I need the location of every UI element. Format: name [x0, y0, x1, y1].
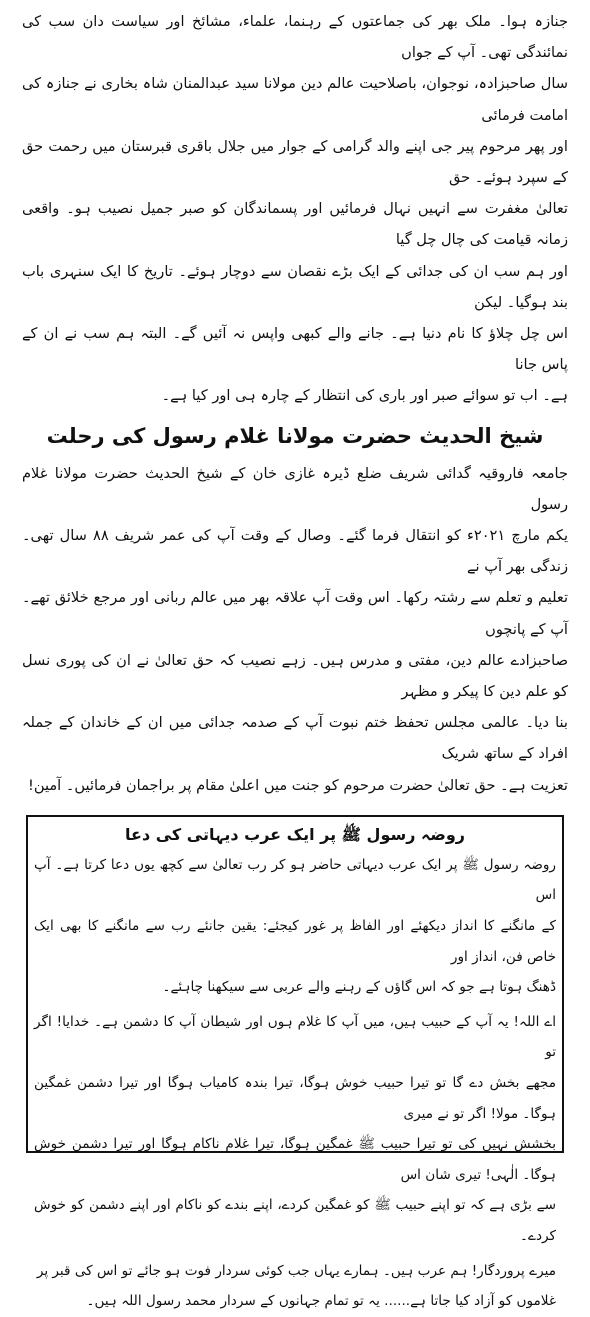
box-paragraph: [34, 1007, 556, 1252]
text-line: جامعہ فاروقیہ گدائی شریف ضلع ڈیرہ غازی خان کے شیخ الحدیث حضرت مولانا غلام رسول: [22, 464, 568, 513]
text-line: اور پھر مرحوم پیر جی اپنے والد گرامی کے جوار میں جلال باقری قبرستان میں رحمت حق کے سپرد ہوئے۔ حق: [22, 137, 568, 187]
text-line: کے مانگنے کا انداز دیکھئے اور الفاظ پر غور کیجئے: یقین جانئے رب سے مانگنے کا بھی ایک خاص فن، انداز اور: [34, 918, 556, 965]
section-heading: شیخ الحدیث حضرت مولانا غلام رسول کی رحلت: [46, 423, 544, 448]
article-paragraph: [22, 6, 568, 412]
text-line: یکم مارچ ۲۰۲۱ء کو انتقال فرما گئے۔ وصال کے وقت آپ کی عمر شریف ۸۸ سال تھی۔ زندگی بھر آپ نے: [22, 527, 569, 576]
text-line: سے بڑی ہے کہ تو اپنے حبیب ﷺ کو غمگین کردے، اپنے بندے کو ناکام اور اپنے دشمن کو خوش کردے۔: [34, 1197, 556, 1244]
text-line: غلاموں کو آزاد کیا جاتا ہے...... یہ تو تمام جہانوں کے سردار محمد رسول اللہ ہیں۔: [86, 1293, 556, 1310]
text-line: صاحبزادے عالم دین، مفتی و مدرس ہیں۔ زہے نصیب کہ حق تعالیٰ نے ان کی پوری نسل کو علم دین کا پیکر و مظہر: [22, 651, 568, 701]
text-line: سال صاحبزادہ، نوجوان، باصلاحیت عالم دین مولانا سید عبدالمنان شاہ بخاری نے جنازہ کی امامت فرمائی: [22, 75, 568, 124]
box-paragraph: [34, 850, 556, 1003]
text-line: تعلیم و تعلم سے رشتہ رکھا۔ اس وقت آپ علاقہ بھر میں عالم ربانی اور مرجع خلائق تھے۔ آپ کے پانچوں: [22, 589, 568, 638]
text-line: بخشش نہیں کی تو تیرا حبیب ﷺ غمگین ہوگا، تیرا غلام ناکام ہوگا اور تیرا دشمن خوش ہوگا۔ الٰہی! تیری شان اس: [34, 1136, 556, 1183]
box-paragraph: [34, 1256, 556, 1317]
text-line: اے اللہ! یہ آپ کے حبیب ہیں، میں آپ کا غلام ہوں اور شیطان آپ کا دشمن ہے۔ خدایا! اگر تو: [34, 1013, 556, 1061]
section-paragraph: [22, 458, 568, 801]
text-line: بنا دیا۔ عالمی مجلس تحفظ ختم نبوت آپ کے صدمہ جدائی میں ان کے خاندان کے جملہ افراد کے ساتھ شریک: [22, 714, 568, 763]
text-line: ہے۔ اب تو سوائے صبر اور باری کی انتظار کے چارہ ہی اور کیا ہے۔: [161, 387, 568, 405]
text-line: میرے پروردگار! ہم عرب ہیں۔ ہمارے یہاں جب کوئی سردار فوت ہو جائے تو اس کی قبر پر: [36, 1262, 556, 1279]
text-line: تعالیٰ مغفرت سے انہیں نہال فرمائیں اور پسماندگان کو صبر جمیل نصیب ہو۔ واقعی زمانہ قیامت کی چال چل گیا: [22, 200, 568, 249]
text-line: اس چل چلاؤ کا نام دنیا ہے۔ جانے والے کبھی واپس نہ آئیں گے۔ البتہ ہم سب نے ان کے پاس جانا: [22, 325, 568, 374]
text-line: تعزیت ہے۔ حق تعالیٰ حضرت مرحوم کو جنت میں اعلیٰ مقام پر براجمان فرمائیں۔ آمین!: [28, 776, 568, 794]
text-line: مجھے بخش دے گا تو تیرا حبیب خوش ہوگا، تیرا بندہ کامیاب ہوگا اور تیرا دشمن غمگین ہوگا۔ مولا! اگر تو نے میری: [34, 1075, 556, 1122]
text-line: روضہ رسول ﷺ پر ایک عرب دیہاتی حاضر ہو کر رب تعالیٰ سے کچھ یوں دعا کرتا ہے۔ آپ اس: [34, 856, 556, 904]
box-title: روضہ رسول ﷺ پر ایک عرب دیہاتی کی دعا: [125, 824, 465, 844]
text-line: جنازہ ہوا۔ ملک بھر کی جماعتوں کے رہنما، علماء، مشائخ اور سیاست دان سب کی نمائندگی تھی۔ آپ کے جواں: [22, 13, 568, 62]
boxed-dua-section: [26, 815, 564, 1310]
text-line: ڈھنگ ہوتا ہے جو کہ اس گاؤں کے رہنے والے عربی سے سیکھنا چاہئے۔: [162, 979, 556, 996]
text-line: اور ہم سب ان کی جدائی کے ایک بڑے نقصان سے دوچار ہوئے۔ تاریخ کا ایک سنہری باب بند ہوگیا۔ لیکن: [22, 262, 568, 311]
